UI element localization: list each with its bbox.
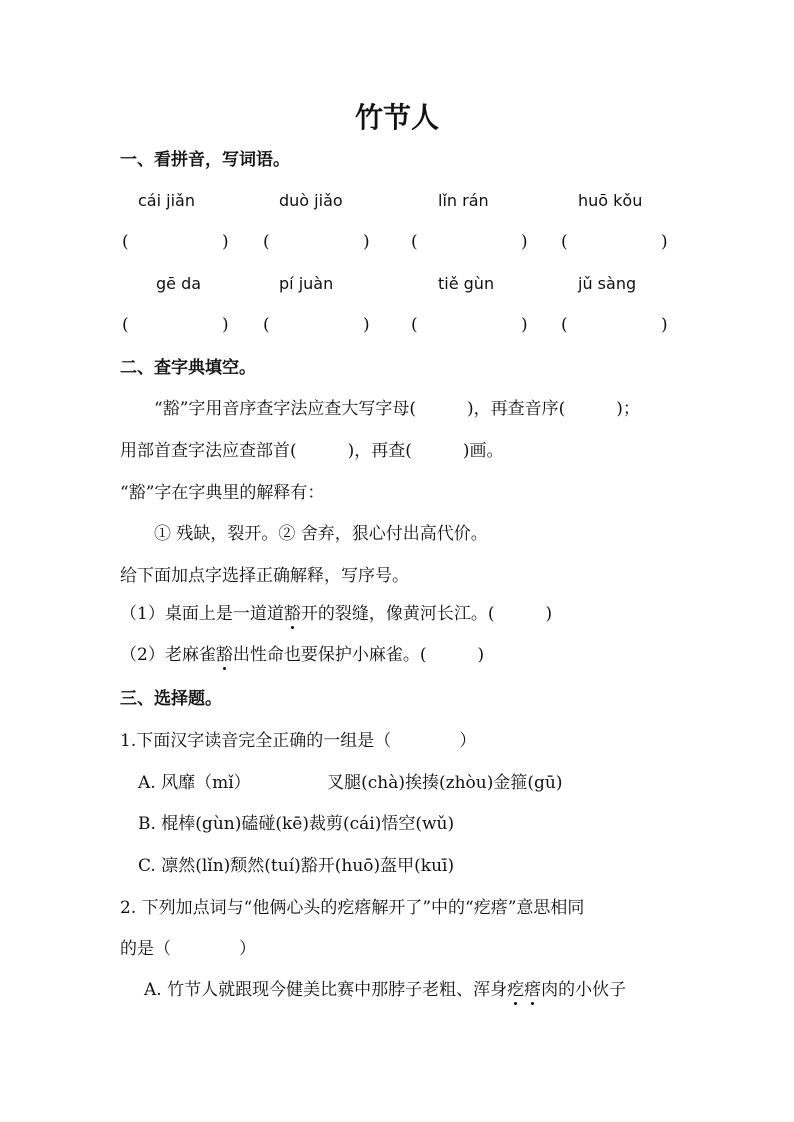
pinyin-5: gē da: [156, 274, 202, 293]
answer-paren-open: (: [263, 315, 270, 335]
answer-paren-close: ): [222, 315, 229, 335]
answer-paren-close: ): [661, 315, 668, 335]
mc-question-1: 1.下面汉字读音完全正确的一组是（ ）: [120, 731, 477, 751]
dotted-character: 豁: [215, 645, 233, 665]
pinyin-6: pí juàn: [279, 274, 334, 293]
answer-paren-open: (: [561, 315, 568, 335]
mc-question-2-line1: 2. 下列加点词与“他俩心头的疙瘩解开了”中的“疙瘩”意思相同: [120, 898, 585, 918]
definition-list: ① 残缺，裂开。② 舍弃，狠心付出高代价。: [154, 524, 488, 544]
dotted-character: 瘩: [524, 980, 542, 1000]
answer-paren-open: (: [411, 315, 418, 335]
mc-option-b: B. 棍棒(gùn)磕碰(kē)裁剪(cái)悟空(wǔ): [138, 814, 455, 834]
pinyin-2: duò jiǎo: [279, 191, 343, 210]
mc-question-2-line2: 的是（ ）: [120, 939, 256, 959]
answer-paren-open: (: [263, 232, 270, 252]
answer-paren-open: (: [122, 315, 129, 335]
pinyin-7: tiě gùn: [438, 274, 495, 293]
fill-sentence-1: “豁”字用音序查字法应查大写字母( )，再查音序( )；: [154, 399, 640, 419]
definition-intro: “豁”字在字典里的解释有：: [120, 483, 325, 503]
option-text: A. 竹节人就跟现今健美比赛中那脖子老粗、浑身: [144, 980, 508, 1000]
answer-paren-close: ): [363, 315, 370, 335]
answer-paren-close: ): [661, 232, 668, 252]
mc-question-2-option-a: [144, 978, 626, 1002]
pinyin-4: huō kǒu: [578, 191, 643, 210]
question-text: 开的裂缝，像黄河长江。( ): [300, 604, 553, 624]
question-2-2: [120, 643, 484, 667]
answer-paren-open: (: [122, 232, 129, 252]
section1-heading: 一、看拼音，写词语。: [120, 150, 290, 170]
mc-option-c: C. 凛然(lǐn)颓然(tuí)豁开(huō)盔甲(kuī): [138, 856, 455, 876]
fill-sentence-2: 用部首查字法应查部首( )，再查( )画。: [120, 441, 504, 461]
question-2-1: [120, 602, 552, 626]
answer-paren-open: (: [411, 232, 418, 252]
answer-paren-close: ): [521, 315, 528, 335]
dotted-character: 疙: [507, 980, 525, 1000]
section2-heading: 二、查字典填空。: [120, 358, 256, 378]
dotted-character: 豁: [283, 604, 301, 624]
answer-paren-open: (: [561, 232, 568, 252]
mc-option-a: A. 风靡（mǐ） 叉腿(chà)挨揍(zhòu)金箍(gū): [138, 773, 563, 793]
answer-paren-close: ): [363, 232, 370, 252]
section3-heading: 三、选择题。: [120, 689, 222, 709]
instruction: 给下面加点字选择正确解释，写序号。: [120, 566, 409, 586]
pinyin-3: lǐn rán: [438, 191, 489, 210]
option-text: 肉的小伙子: [541, 980, 627, 1000]
question-text: 出性命也要保护小麻雀。( ): [232, 645, 485, 665]
pinyin-1: cái jiǎn: [138, 191, 195, 210]
answer-paren-close: ): [222, 232, 229, 252]
page-title: 竹节人: [354, 101, 439, 134]
question-text: （2）老麻雀: [120, 645, 216, 665]
answer-paren-close: ): [521, 232, 528, 252]
pinyin-8: jǔ sàng: [578, 274, 637, 293]
question-text: （1）桌面上是一道道: [120, 604, 284, 624]
